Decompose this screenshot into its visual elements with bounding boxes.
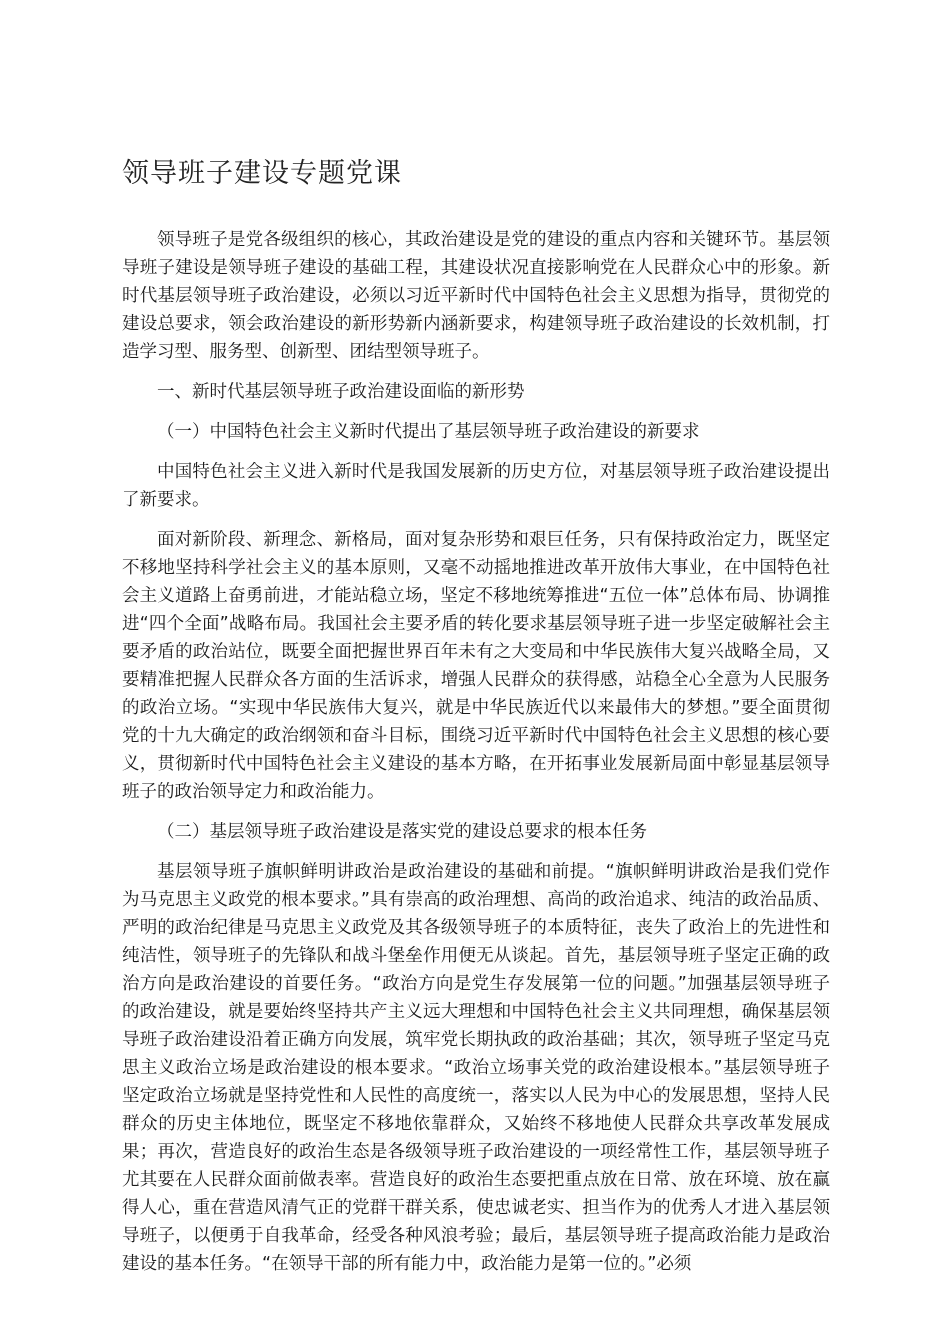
- section-heading-1: 一、新时代基层领导班子政治建设面临的新形势: [157, 382, 525, 402]
- subsection-heading-2: （二）基层领导班子政治建设是落实党的建设总要求的根本任务: [157, 822, 647, 842]
- subsection-1-paragraph-1: 中国特色社会主义进入新时代是我国发展新的历史方位，对基层领导班子政治建设提出了新要求。: [122, 462, 830, 510]
- subsection-2-paragraph-1: 基层领导班子旗帜鲜明讲政治是政治建设的基础和前提。“旗帜鲜明讲政治是我们党作为马克思主义政党的根本要求。”具有崇高的政治理想、高尚的政治追求、纯洁的政治品质、严明的政治纪律是马克思主义政党及其各级领导班子的本质特征，丧失了政治上的先进性和纯洁性，领导班子的先锋队和战斗堡垒作用便无从谈起。首先，基层领导班子坚定正确的政治方向是政治建设的首要任务。“政治方向是党生存发展第一位的问题。”加强基层领导班子的政治建设，就是要始终坚持共产主义远大理想和中国特色社会主义共同理想，确保基层领导班子政治建设沿着正确方向发展，筑牢党长期执政的政治基础；其次，领导班子坚定马克思主义政治立场是政治建设的根本要求。“政治立场事关党的政治建设根本。”基层领导班子坚定政治立场就是坚持党性和人民性的高度统一，落实以人民为中心的发展思想，坚持人民群众的历史主体地位，既坚定不移地依靠群众，又始终不移地使人民群众共享改革发展成果；再次，营造良好的政治生态是各级领导班子政治建设的一项经常性工作，基层领导班子尤其要在人民群众面前做表率。营造良好的政治生态要把重点放在日常、放在环境、放在赢得人心，重在营造风清气正的党群干群关系，使忠诚老实、担当作为的优秀人才进入基层领导班子，以便勇于自我革命，经受各种风浪考验；最后，基层领导班子提高政治能力是政治建设的基本任务。“在领导干部的所有能力中，政治能力是第一位的。”必须: [122, 862, 830, 1274]
- document-title: 领导班子建设专题党课: [122, 158, 402, 189]
- subsection-heading-1: （一）中国特色社会主义新时代提出了基层领导班子政治建设的新要求: [157, 422, 700, 442]
- intro-paragraph: 领导班子是党各级组织的核心，其政治建设是党的建设的重点内容和关键环节。基层领导班子建设是领导班子建设的基础工程，其建设状况直接影响党在人民群众心中的形象。新时代基层领导班子政治建设，必须以习近平新时代中国特色社会主义思想为指导，贯彻党的建设总要求，领会政治建设的新形势新内涵新要求，构建领导班子政治建设的长效机制，打造学习型、服务型、创新型、团结型领导班子。: [122, 230, 830, 362]
- subsection-1-paragraph-2: 面对新阶段、新理念、新格局，面对复杂形势和艰巨任务，只有保持政治定力，既坚定不移地坚持科学社会主义的基本原则，又毫不动摇地推进改革开放伟大事业，在中国特色社会主义道路上奋勇前进，才能站稳立场，坚定不移地统筹推进“五位一体”总体布局、协调推进“四个全面”战略布局。我国社会主要矛盾的转化要求基层领导班子进一步坚定破解社会主要矛盾的政治站位，既要全面把握世界百年未有之大变局和中华民族伟大复兴战略全局，又要精准把握人民群众各方面的生活诉求，增强人民群众的获得感，站稳全心全意为人民服务的政治立场。“实现中华民族伟大复兴，就是中华民族近代以来最伟大的梦想。”要全面贯彻党的十九大确定的政治纲领和奋斗目标，围绕习近平新时代中国特色社会主义思想的核心要义，贯彻新时代中国特色社会主义建设的基本方略，在开拓事业发展新局面中彰显基层领导班子的政治领导定力和政治能力。: [122, 530, 830, 802]
- document-page: [122, 150, 830, 1290]
